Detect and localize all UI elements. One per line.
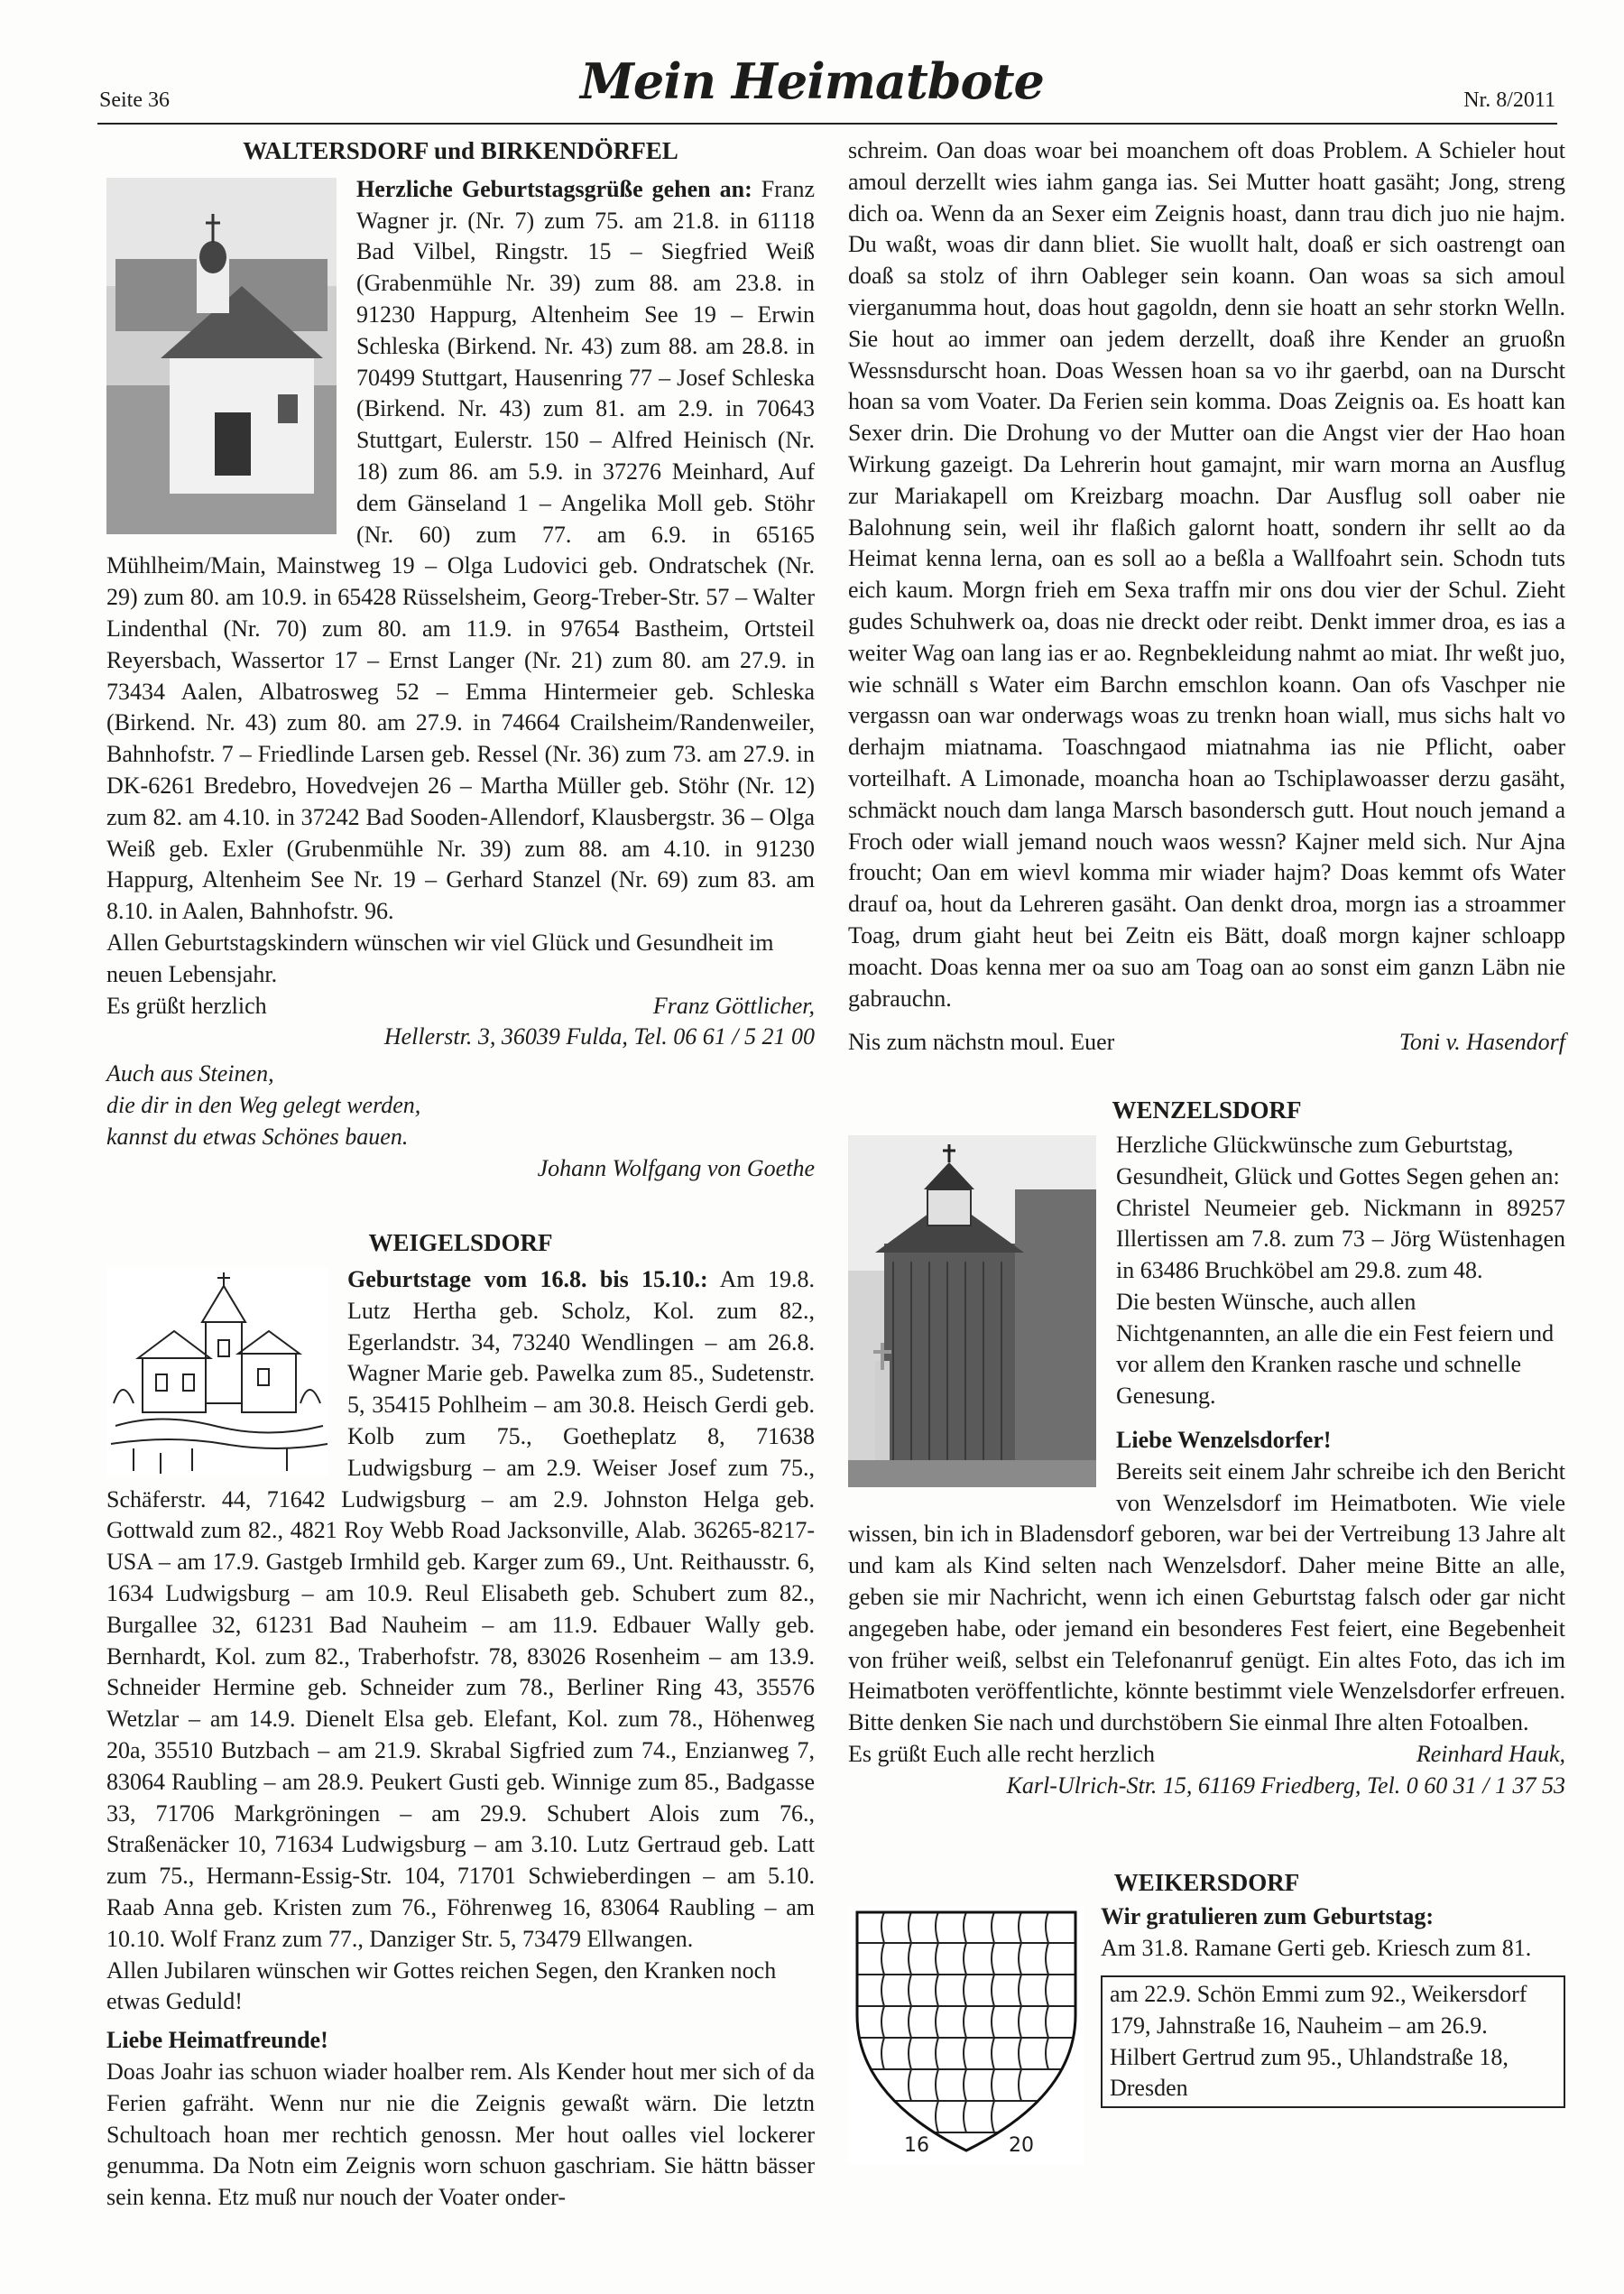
- chapel-photo: [106, 178, 337, 534]
- waltersdorf-birthdays: Franz Wagner jr. (Nr. 7) zum 75. am 21.8. in 61118 Bad Vilbel, Ringstr. 15 – Siegfried Weiß (Grabenmühle Nr. 39) zum 88. am 23.8. in 91230 Happurg, Altenheim See 19 – Erwin Schleska (Birkend. Nr. 43) zum 88. am 28.8. in 70499 Stuttgart, Hausenring 77 – Josef Schleska (Birkend. Nr. 43) zum 81. am 2.9. in 70643 Stuttgart, Eulerstr. 150 – Alfred Heinisch (Nr. 18) zum 86. am 5.9. in 37276 Meinhard, Auf dem Gänseland 1 – Angelika Moll geb. Stöhr (Nr. 60) zum 77. am 6.9. in 65165 Mühlheim/Main, Mainstweg 19 – Olga Ludovici geb. Ondratschek (Nr. 29) zum 80. am 10.9. in 65428 Rüsselsheim, Georg-Treber-Str. 57 – Walter Lindenthal (Nr. 70) zum 80. am 11.9. in 97654 Bastheim, Ortsteil Reyersbach, Wassertor 17 – Ernst Langer (Nr. 21) zum 80. am 27.9. in 73434 Aalen, Albatrosweg 52 – Emma Hintermeier geb. Schleska (Birkend. Nr. 43) zum 80. am 27.9. in 74664 Crailsheim/Randenweiler, Bahnhofstr. 7 – Friedlinde Larsen geb. Ressel (Nr. 36) zum 73. am 27.9. in DK-6261 Bredebro, Hovedvejen 26 – Martha Müller geb. Stöhr (Nr. 12) zum 82. am 4.10. in 37242 Bad Sooden-Allendorf, Klausbergstr. 36 – Olga Weiß geb. Exler (Grubenmühle Nr. 39) zum 88. am 4.10. in 91230 Happurg, Altenheim See Nr. 19 – Gerhard Stanzel (Nr. 69) zum 83. am 8.10. in Aalen, Bahnhofstr. 96.: [106, 175, 815, 925]
- weikersdorf-box: [1101, 1975, 1565, 2108]
- quote-author: Johann Wolfgang von Goethe: [537, 1154, 815, 1181]
- waltersdorf-wish: Allen Geburtstagskindern wünschen wir viel Glück und Gesundheit im neuen Lebensjahr.: [106, 929, 774, 987]
- header-rule: [97, 123, 1557, 125]
- wenzelsdorf-intro: Herzliche Glückwünsche zum Geburtstag, Gesundheit, Glück und Gottes Segen gehen an:: [1116, 1131, 1560, 1189]
- left-column: [106, 135, 815, 2214]
- weigelsdorf-birthdays: Am 19.8. Lutz Hertha geb. Scholz, Kol. zum 82., Egerlandstr. 34, 73240 Wendlingen – am 26.8. Wagner Marie geb. Pawelka zum 85., Sudetenstr. 5, 35415 Pohlheim – am 30.8. Heisch Gerdi geb. Kolb zum 75., Goetheplatz 8, 71638 Ludwigsburg – am 2.9. Weiser Josef zum 75., Schäferstr. 44, 71642 Ludwigsburg – am 2.9. Johnston Helga geb. Gottwald zum 82., 4821 Roy Webb Road Jacksonville, Alab. 36265-8217-USA – am 17.9. Gastgeb Irmhild geb. Karger zum 69., Unt. Reithausstr. 6, 1634 Ludwigsburg – am 10.9. Reul Elisabeth geb. Schubert zum 82., Burgallee 32, 61231 Bad Nauheim – am 11.9. Edbauer Wally geb. Bernhardt, Kol. zum 82., Traberhofstr. 78, 83026 Rosenheim – am 13.9. Schneider Hermine geb. Schneider zum 78., Berliner Ring 43, 35576 Wetzlar – am 14.9. Dienelt Elsa geb. Elefant, Kol. zum 78., Höhenweg 20a, 35510 Butzbach – am 21.9. Skrabal Sigfried zum 74., Enzianweg 7, 83064 Raubling – am 28.9. Peukert Gusti geb. Winnige zum 85., Badgasse 33, 71706 Markgröningen – am 29.9. Schubert Alois zum 76., Straßenäcker 10, 71634 Ludwigsburg – am 3.10. Lutz Gertraud geb. Latt zum 75., Hermann-Essig-Str. 104, 71701 Schwieberdingen – am 5.10. Raab Anna geb. Kristen zum 76., Föhrenweg 16, 83064 Raubling – am 10.10. Wolf Franz zum 77., Danziger Str. 5, 73479 Ellwangen.: [106, 1266, 815, 1952]
- waltersdorf-greet: Es grüßt herzlich: [106, 992, 267, 1019]
- right-column: [848, 135, 1565, 2164]
- church-drawing: [106, 1268, 328, 1475]
- chapel-photo-image: [106, 178, 337, 534]
- weigelsdorf-wish: Allen Jubilaren wünschen wir Gottes reichen Segen, den Kranken noch etwas Geduld!: [106, 1956, 777, 2015]
- coat-of-arms: [848, 1907, 1084, 2164]
- waltersdorf-sender: Franz Göttlicher,: [652, 992, 815, 1019]
- issue-number: Nr. 8/2011: [1463, 88, 1555, 112]
- crest-year-left: 16: [904, 2134, 929, 2158]
- wenzelsdorf-address: Karl-Ulrich-Str. 15, 61169 Friedberg, Tel. 0 60 31 / 1 37 53: [1006, 1771, 1565, 1799]
- wenzelsdorf-sender: Reinhard Hauk,: [1416, 1741, 1565, 1768]
- quote-line-2: die dir in den Weg gelegt werden,: [106, 1091, 421, 1118]
- weigelsdorf-story-left: Doas Joahr ias schuon wiader hoalber rem. Als Kender hout mer sich of da Ferien gafräht. Wenn nur nie die Zeignis gewaßt wärn. Die letztn Schultoach hoan mer rechtich genossn. Mer hout oalles viel lockerer genumma. Da Notn eim Zeignis worn schuon gaschriam. Sie hättn bässer sein kenna. Etz muß nur nouch der Voater onder-: [106, 2058, 815, 2211]
- page-label: Seite 36: [99, 88, 170, 112]
- story-farewell: Nis zum nächstn moul. Euer: [848, 1029, 1115, 1056]
- bell-chapel-photo-image: [848, 1135, 1096, 1487]
- wenzelsdorf-letter: Bereits seit einem Jahr schreibe ich den Bericht von Wenzelsdorf im Heimatboten. Wie viele wissen, bin ich in Bladensdorf geboren, war bei der Vertreibung 13 Jahre alt und kam als Kind selten nach Wenzelsdorf. Daher meine Bitte an alle, geben sie mir Nachricht, wenn ich einen Geburtstag falsch oder gar nicht angegeben habe, oder jemand ein besonderes Fest feiert, eine Begebenheit von früher weiß, selbst ein Telefonanruf genügt. Ein altes Foto, das ich im Heimatboten veröffentlichte, könnte bestimmt viele Wenzelsdorfer erfreuen. Bitte denken Sie nach und durchstöbern Sie einmal Ihre alten Fotoalben.: [848, 1457, 1565, 1736]
- story-author: Toni v. Hasendorf: [1398, 1029, 1565, 1056]
- weikersdorf-box-text: am 22.9. Schön Emmi zum 92., Weikersdorf 179, Jahnstraße 16, Nauheim – am 26.9. Hilbert Gertrud zum 95., Uhlandstraße 18, Dresden: [1110, 1981, 1527, 2102]
- wenzelsdorf-subheading: Liebe Wenzelsdorfer!: [1116, 1427, 1332, 1454]
- bell-chapel-photo: [848, 1135, 1096, 1487]
- church-drawing-image: [106, 1268, 328, 1475]
- quote-line-3: kannst du etwas Schönes bauen.: [106, 1123, 409, 1150]
- section-heading-weikersdorf: WEIKERSDORF: [1113, 1868, 1300, 1896]
- section-heading-weigelsdorf: WEIGELSDORF: [368, 1229, 553, 1257]
- masthead-title: Mein Heimatbote: [580, 52, 1044, 110]
- weikersdorf-intro: Wir gratulieren zum Geburtstag:: [1101, 1903, 1435, 1930]
- wenzelsdorf-wishes: Die besten Wünsche, auch allen Nichtgenannten, an alle die ein Fest feiern und vor allem den Kranken rasche und schnelle Genesung.: [1116, 1288, 1555, 1410]
- section-heading-waltersdorf: WALTERSDORF und BIRKENDÖRFEL: [243, 137, 678, 164]
- waltersdorf-address: Hellerstr. 3, 36039 Fulda, Tel. 06 61 / 5 21 00: [383, 1023, 815, 1050]
- section-heading-wenzelsdorf: WENZELSDORF: [1112, 1096, 1302, 1124]
- waltersdorf-intro: Herzliche Geburtstagsgrüße gehen an:: [356, 175, 752, 202]
- wenzelsdorf-birthdays: Christel Neumeier geb. Nickmann in 89257 Illertissen am 7.8. zum 73 – Jörg Wüstenhagen in 63486 Bruchköbel am 29.8. zum 48.: [1116, 1194, 1565, 1284]
- quote-line-1: Auch aus Steinen,: [106, 1060, 274, 1087]
- coat-of-arms-image: [848, 1907, 1084, 2164]
- weigelsdorf-subheading: Liebe Heimatfreunde!: [106, 2027, 328, 2054]
- weigelsdorf-intro: Geburtstage vom 16.8. bis 15.10.:: [347, 1266, 708, 1293]
- weikersdorf-birthday-1: Am 31.8. Ramane Gerti geb. Kriesch zum 81.: [1101, 1935, 1532, 1962]
- wenzelsdorf-greet: Es grüßt Euch alle recht herzlich: [848, 1741, 1156, 1768]
- crest-year-right: 20: [1009, 2134, 1034, 2158]
- weigelsdorf-story-right: schreim. Oan doas woar bei moanchem oft doas Problem. A Schieler hout amoul derzellt wies iahm ganga ias. Sei Mutter hoatt gasäht; Jong, streng dich oa. Wenn da an Sexer eim Zeignis hoast, dann trau dich juo nie hajm. Du waßt, woas dir dann bliet. Sie wuollt halt, doaß er sich oastrengt oan doaß sa stolz of ihrn Oableger sein koann. Oan woas sa sich amoul vierganumma hout, doas hout gagoldn, denn sie hoatt an sehr storkn Welln. Sie hout ao immer oan jedem derzellt, doaß ihre Kender an gruoßn Wessnsdurscht hoan. Doas Wessen hoan sa vo ihr gaerbd, oan na Durscht hoan sa vom Voater. Da Ferien sein komma. Doas Zeignis oa. Es hoatt kan Sexer drin. Die Drohung vo der Mutter oan die Angst vier der Hao hoan Wirkung gazeigt. Da Lehrerin hout gamajnt, mir warn morna an Ausflug zur Mariakapell om Kreizbarg moachn. Dar Ausflug soll oaber nie Balohnung sein, weil ihr flaßich galornt hoatt, sondern ihr sellt ao da Heimat kenna lerna, oan es soll ao a beßla a Wallfoahrt sein. Schodn tuts eich kaum. Morgn frieh em Sexa traffn mir ons dou vier der Schul. Zieht gudes Schuhwerk oa, doas nie dreckt oder reibt. Denkt immer droa, es ias a weiter Wag oan lang ias er ao. Regnbekleidung nahmt ao miat. Ihr weßt juo, wie schnäll s Water eim Barchn emschlon koann. Oan ofs Vaschper nie vergassn oan war onderwags woas zu trenkn hoan wiall, mus sichs halt vo derhajm miatnama. Toaschngaod miatnahma ias nie Pflicht, oaber vorteilhaft. A Limonade, moancha hoan ao Tschiplawoasser derzu gasäht, schmäckt nouch dam langa Marsch basondersch gutt. Hout nouch jemand a Froch oder wiall jemand nouch waos wessn? Kajner meld sich. Nur Ajna froucht; Oan em wievl komma mir wiader hajm? Doas kemmt ofs Water drauf oa, hout da Lehreren gasäht. Oan denkt droa, morgn ias a stroammer Toag, drum giaht heut bei Zeitn eis Bätt, doaß morgn kajner schloapp moacht. Doas kenna mer oa suo am Toag oan ao sonst eim ganzn Läbn nie gabrauchn.: [848, 137, 1565, 1012]
